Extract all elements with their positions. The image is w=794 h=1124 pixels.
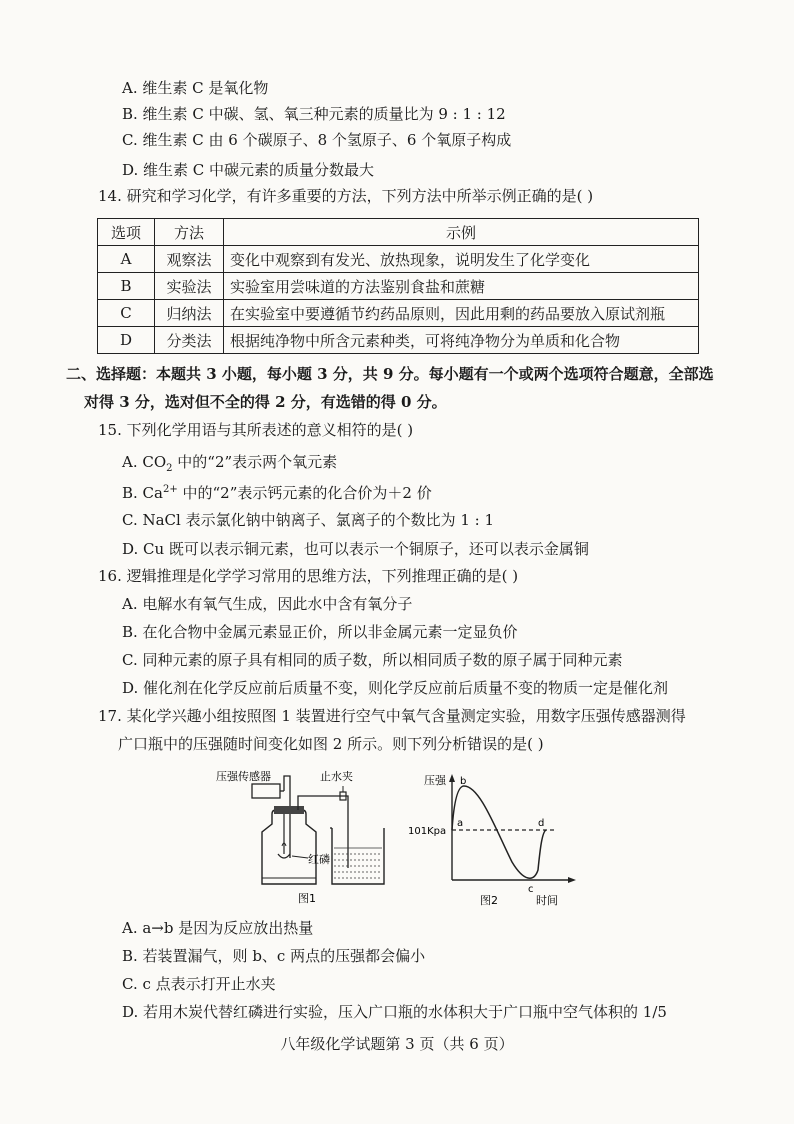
table-header: 选项 bbox=[98, 219, 155, 246]
table-cell: 根据纯净物中所含元素种类，可将纯净物分为单质和化合物 bbox=[224, 327, 699, 354]
figure2-caption: 图2 bbox=[480, 894, 498, 907]
q15-option-a bbox=[122, 452, 337, 479]
pressure-sensor-label: 压强传感器 bbox=[216, 770, 271, 783]
q15-option-a-text: 中的“2”表示两个氧元素 bbox=[172, 453, 338, 471]
q16-option-b: B. 在化合物中金属元素显正价，所以非金属元素一定显负价 bbox=[122, 623, 518, 641]
y-axis-label: 压强 bbox=[424, 774, 446, 787]
table-header: 示例 bbox=[224, 219, 699, 246]
figure1-caption: 图1 bbox=[298, 892, 316, 905]
wide-mouth-bottle bbox=[262, 810, 316, 884]
q15-option-b-prefix: B. Ca bbox=[122, 484, 163, 502]
table-cell: 变化中观察到有发光、放热现象，说明发生了化学变化 bbox=[224, 246, 699, 273]
table-header: 方法 bbox=[155, 219, 224, 246]
table-row bbox=[98, 327, 699, 354]
table-header-row bbox=[98, 219, 699, 246]
point-b-label: b bbox=[460, 776, 467, 787]
table-row bbox=[98, 300, 699, 327]
table-cell: 在实验室中要遵循节约药品原则，因此用剩的药品要放入原试剂瓶 bbox=[224, 300, 699, 327]
q15-option-d: D. Cu 既可以表示铜元素，也可以表示一个铜原子，还可以表示金属铜 bbox=[122, 540, 589, 558]
q14-methods-table bbox=[97, 218, 699, 354]
q13-option-b: B. 维生素 C 中碳、氢、氧三种元素的质量比为 9 : 1 : 12 bbox=[122, 105, 506, 123]
q17-option-a: A. a→b 是因为反应放出热量 bbox=[122, 919, 314, 937]
table-cell: 实验法 bbox=[155, 273, 224, 300]
q16-option-a: A. 电解水有氧气生成，因此水中含有氧分子 bbox=[122, 595, 413, 613]
point-d-label: d bbox=[538, 818, 545, 829]
water-clamp-label: 止水夹 bbox=[320, 770, 353, 783]
q14-stem: 14. 研究和学习化学，有许多重要的方法，下列方法中所举示例正确的是( ) bbox=[98, 187, 594, 205]
phosphorus-label: 红磷 bbox=[308, 853, 330, 866]
q17-option-c: C. c 点表示打开止水夹 bbox=[122, 975, 276, 993]
point-a-label: a bbox=[457, 818, 464, 829]
point-c-label: c bbox=[528, 884, 534, 895]
section2-instructions-line1: 二、选择题：本题共 3 小题，每小题 3 分，共 9 分。每小题有一个或两个选项符合题意，全部选 bbox=[66, 365, 714, 383]
q17-option-d: D. 若用木炭代替红磷进行实验，压入广口瓶的水体积大于广口瓶中空气体积的 1/5 bbox=[122, 1003, 667, 1021]
q13-option-a: A. 维生素 C 是氧化物 bbox=[122, 79, 269, 97]
q16-stem: 16. 逻辑推理是化学学习常用的思维方法，下列推理正确的是( ) bbox=[98, 567, 519, 585]
q15-stem: 15. 下列化学用语与其所表述的意义相符的是( ) bbox=[98, 421, 414, 439]
q15-option-a-prefix: A. CO bbox=[122, 453, 167, 471]
q15-option-b-text: 中的“2”表示钙元素的化合价为＋2 价 bbox=[177, 484, 432, 502]
reference-label: 101Kpa bbox=[408, 826, 447, 837]
q15-option-a-subscript: 2 bbox=[166, 463, 173, 474]
beaker-water bbox=[334, 848, 382, 878]
table-cell: C bbox=[98, 300, 155, 327]
table-row bbox=[98, 246, 699, 273]
combustion-spoon bbox=[278, 854, 290, 858]
pressure-curve bbox=[452, 786, 546, 878]
table-cell: 观察法 bbox=[155, 246, 224, 273]
table-cell: A bbox=[98, 246, 155, 273]
q15-option-b bbox=[122, 480, 432, 503]
table-cell: D bbox=[98, 327, 155, 354]
figure2-pressure-graph bbox=[404, 770, 584, 910]
table-cell: B bbox=[98, 273, 155, 300]
q13-option-c: C. 维生素 C 由 6 个碳原子、8 个氢原子、6 个氧原子构成 bbox=[122, 131, 512, 149]
q17-stem-line1: 17. 某化学兴趣小组按照图 1 装置进行空气中氧气含量测定实验，用数字压强传感器测得 bbox=[98, 707, 686, 725]
page-footer: 八年级化学试题第 3 页（共 6 页） bbox=[280, 1035, 514, 1053]
q15-option-b-superscript: 2+ bbox=[162, 484, 178, 495]
q16-option-c: C. 同种元素的原子具有相同的质子数，所以相同质子数的原子属于同种元素 bbox=[122, 651, 623, 669]
q15-option-c: C. NaCl 表示氯化钠中钠离子、氯离子的个数比为 1 : 1 bbox=[122, 511, 495, 529]
q13-option-d: D. 维生素 C 中碳元素的质量分数最大 bbox=[122, 161, 375, 179]
q16-option-d: D. 催化剂在化学反应前后质量不变，则化学反应前后质量不变的物质一定是催化剂 bbox=[122, 679, 669, 697]
table-cell: 分类法 bbox=[155, 327, 224, 354]
table-cell: 实验室用尝味道的方法鉴别食盐和蔗糖 bbox=[224, 273, 699, 300]
pressure-sensor-box bbox=[252, 784, 280, 798]
table-row bbox=[98, 273, 699, 300]
q17-option-b: B. 若装置漏气，则 b、c 两点的压强都会偏小 bbox=[122, 947, 426, 965]
x-axis-label: 时间 bbox=[536, 894, 558, 907]
table-cell: 归纳法 bbox=[155, 300, 224, 327]
sensor-tube bbox=[284, 776, 290, 858]
figure1-apparatus bbox=[200, 768, 400, 908]
beaker bbox=[332, 828, 384, 884]
bottle-stopper bbox=[274, 806, 304, 814]
section2-instructions-line2: 对得 3 分，选对但不全的得 2 分，有选错的得 0 分。 bbox=[84, 393, 447, 411]
q17-stem-line2: 广口瓶中的压强随时间变化如图 2 所示。则下列分析错误的是( ) bbox=[118, 735, 544, 753]
